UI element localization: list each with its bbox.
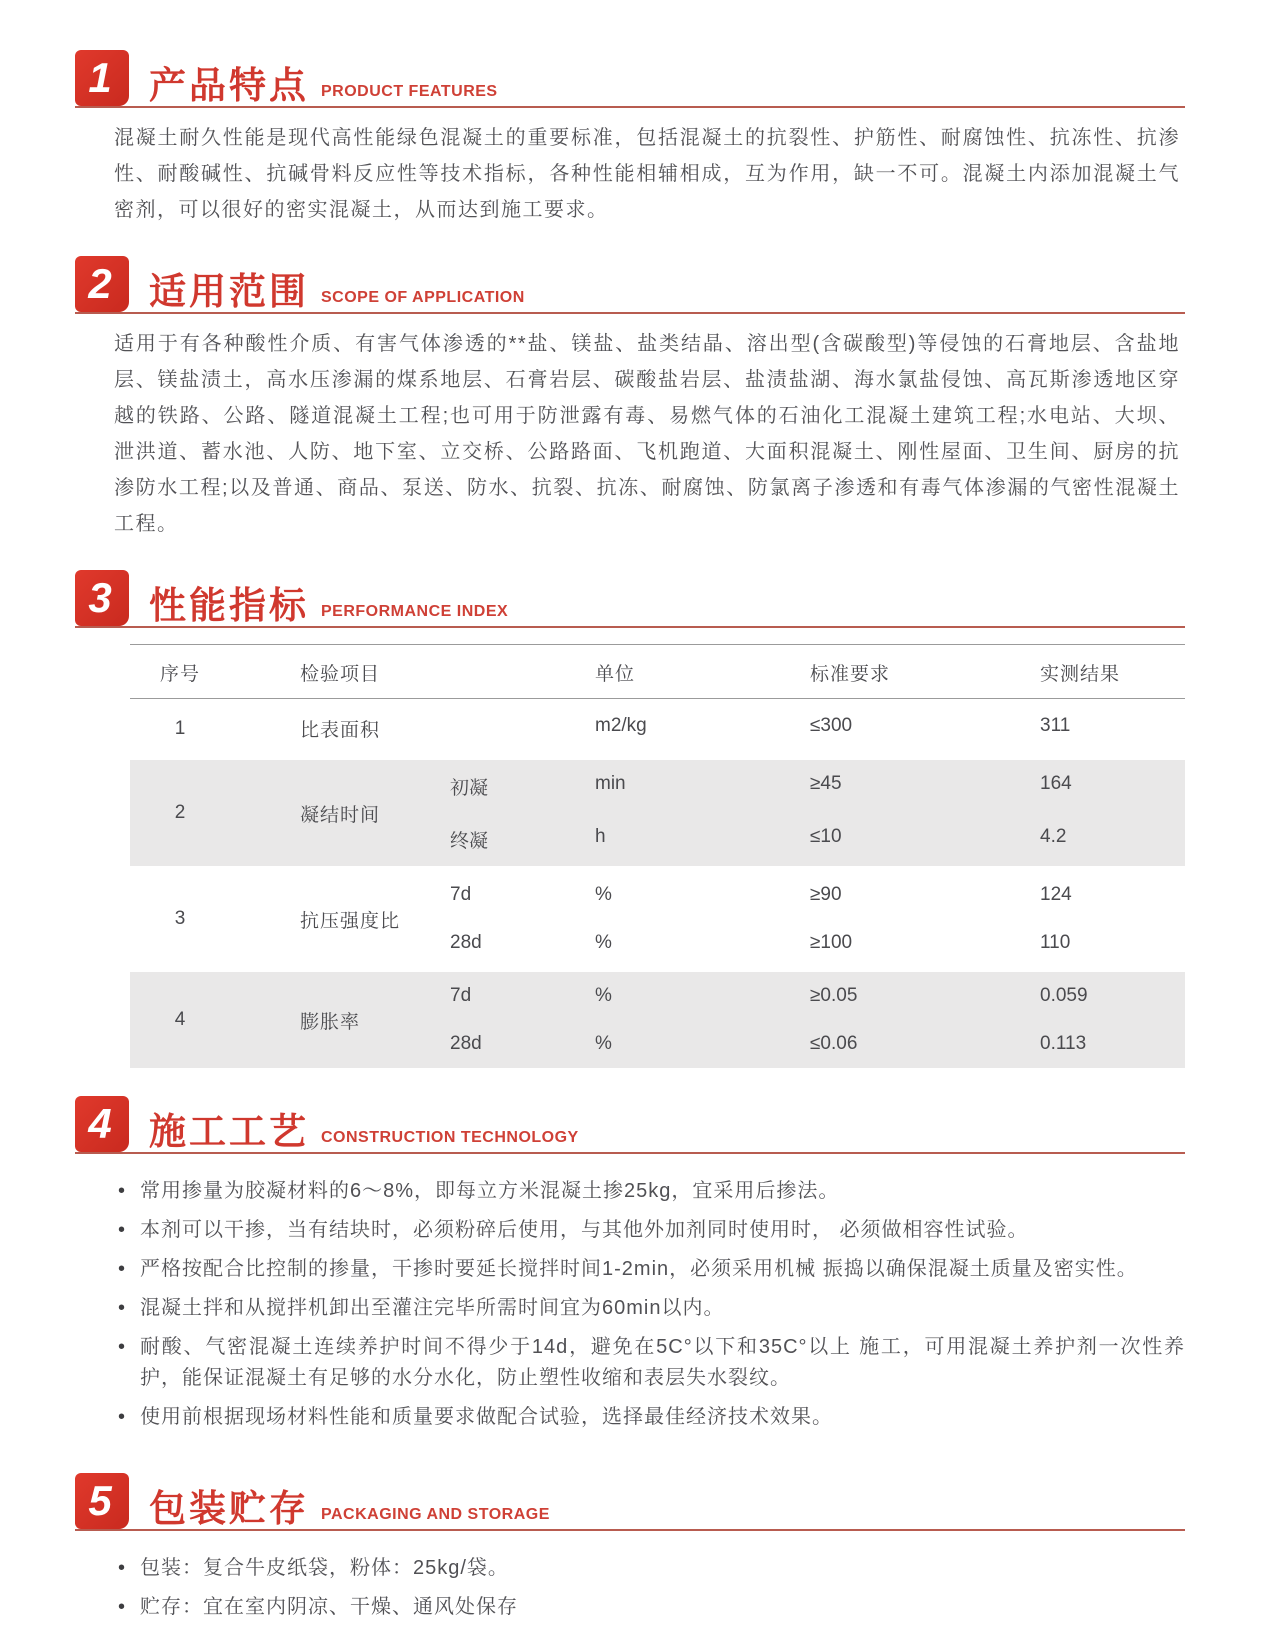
- section-5-title-zh: 包装贮存: [149, 1488, 309, 1529]
- section-5-title-en: PACKAGING AND STORAGE: [321, 1506, 550, 1523]
- section-1-paragraph: 混凝土耐久性能是现代高性能绿色混凝土的重要标准，包括混凝土的抗裂性、护筋性、耐腐蚀性、抗冻性、抗渗性、耐酸碱性、抗碱骨料反应性等技术指标，各种性能相辅相成，互为作用，缺一不可。混凝土内添加混凝土气密剂，可以很好的密实混凝土，从而达到施工要求。: [114, 127, 1180, 221]
- section-scope-of-application: [0, 256, 1280, 542]
- section-2-paragraph: 适用于有各种酸性介质、有害气体渗透的**盐、镁盐、盐类结晶、溶出型(含碳酸型)等侵蚀的石膏地层、含盐地层、镁盐渍土，高水压渗漏的煤系地层、石膏岩层、碳酸盐岩层、盐渍盐湖、海水氯盐侵蚀、高瓦斯渗透地区穿越的铁路、公路、隧道混凝土工程;也可用于防泄露有毒、易燃气体的石油化工混凝土建筑工程;水电站、大坝、泄洪道、蓄水池、人防、地下室、立交桥、公路路面、飞机跑道、大面积混凝土、刚性屋面、卫生间、厨房的抗渗防水工程;以及普通、商品、泵送、防水、抗裂、抗冻、耐腐蚀、防氯离子渗透和有毒气体渗漏的气密性混凝土工程。: [114, 333, 1180, 535]
- section-5-header: [75, 1473, 1185, 1531]
- bullet-icon: •: [118, 1557, 127, 1579]
- cell-sub: 28d: [450, 1033, 482, 1054]
- section-1-title-en: PRODUCT FEATURES: [321, 83, 498, 100]
- table-row: [130, 760, 1185, 866]
- cell-unit: h: [595, 826, 606, 847]
- bullet-text: 包装：复合牛皮纸袋，粉体：25kg/袋。: [140, 1557, 509, 1579]
- section-product-features: [0, 50, 1280, 228]
- cell-result: 164: [1040, 773, 1072, 794]
- section-4-number-badge: 4: [75, 1096, 129, 1152]
- sub-row: [420, 972, 1185, 1020]
- bullet-icon: •: [118, 1258, 127, 1280]
- col-header-standard: 标准要求: [810, 664, 891, 685]
- section-2-title-zh: 适用范围: [149, 271, 309, 312]
- bullet-icon: •: [118, 1406, 127, 1428]
- table-row: [130, 702, 1185, 755]
- section-3-header: [75, 570, 1185, 628]
- bullet-text: 使用前根据现场材料性能和质量要求做配合试验，选择最佳经济技术效果。: [140, 1406, 833, 1428]
- bullet-text: 混凝土拌和从搅拌机卸出至灌注完毕所需时间宜为60min以内。: [140, 1297, 725, 1319]
- col-header-unit: 单位: [595, 664, 636, 685]
- bullet-icon: •: [118, 1336, 127, 1358]
- cell-result: 4.2: [1040, 826, 1067, 847]
- sub-row: [420, 760, 1185, 813]
- cell-standard: ≤0.06: [810, 1033, 858, 1054]
- packaging-bullet-list: [118, 1549, 1185, 1627]
- cell-seq: 1: [174, 717, 186, 739]
- cell-sub: [420, 715, 570, 742]
- cell-sub: 7d: [450, 985, 472, 1006]
- cell-standard: ≥90: [810, 884, 842, 905]
- section-3-title-zh: 性能指标: [149, 585, 309, 626]
- cell-sub: 7d: [450, 884, 472, 905]
- col-header-result: 实测结果: [1040, 664, 1121, 685]
- cell-seq: 3: [174, 908, 186, 929]
- section-5-number-badge: 5: [75, 1473, 129, 1529]
- list-item: [118, 1250, 1185, 1289]
- cell-item: 抗压强度比: [300, 910, 401, 932]
- sub-row: [420, 813, 1185, 866]
- bullet-icon: •: [118, 1219, 127, 1241]
- cell-item: 膨胀率: [300, 1011, 361, 1033]
- cell-item: 凝结时间: [300, 804, 381, 826]
- list-item: [118, 1211, 1185, 1250]
- sub-row: [420, 919, 1185, 967]
- bullet-text: 贮存：宜在室内阴凉、干燥、通风处保存: [140, 1596, 518, 1618]
- bullet-icon: •: [118, 1596, 127, 1618]
- section-1-header: [75, 50, 1185, 108]
- sub-row: [420, 871, 1185, 919]
- section-1-title-zh: 产品特点: [149, 65, 309, 106]
- section-4-header: [75, 1096, 1185, 1154]
- cell-unit: m2/kg: [595, 715, 647, 736]
- sub-rows: [420, 972, 1185, 1068]
- cell-unit: %: [595, 932, 612, 953]
- cell-unit: %: [595, 884, 612, 905]
- list-item: [118, 1172, 1185, 1211]
- cell-sub: 终凝: [450, 831, 489, 852]
- performance-table-header-row: [130, 644, 1185, 699]
- bullet-text: 常用掺量为胶凝材料的6～8%，即每立方米混凝土掺25kg，宜采用后掺法。: [140, 1180, 840, 1202]
- table-row: [130, 972, 1185, 1068]
- cell-result: 311: [1040, 715, 1071, 736]
- section-packaging-and-storage: [0, 1473, 1280, 1627]
- section-performance-index: [0, 570, 1280, 1068]
- section-1-number-badge: 1: [75, 50, 129, 106]
- section-3-number-badge: 3: [75, 570, 129, 626]
- sub-rows: [420, 871, 1185, 967]
- bullet-text: 严格按配合比控制的掺量，干掺时要延长搅拌时间1-2min，必须采用机械 振捣以确保混凝土质量及密实性。: [140, 1258, 1138, 1280]
- cell-result: 0.059: [1040, 985, 1088, 1006]
- list-item: [118, 1289, 1185, 1328]
- cell-sub: 28d: [450, 932, 482, 953]
- cell-result: 0.113: [1040, 1033, 1087, 1054]
- cell-seq: 2: [174, 802, 186, 823]
- col-header-item: 检验项目: [300, 664, 381, 685]
- construction-bullet-list: [118, 1172, 1185, 1437]
- cell-standard: ≤10: [810, 826, 842, 847]
- section-2-number-badge: 2: [75, 256, 129, 312]
- list-item: [118, 1398, 1185, 1437]
- sub-row: [420, 1020, 1185, 1068]
- cell-unit: min: [595, 773, 626, 794]
- cell-standard: ≥45: [810, 773, 842, 794]
- cell-standard: ≥100: [810, 932, 853, 953]
- cell-sub: 初凝: [450, 778, 489, 799]
- cell-result: 124: [1040, 884, 1072, 905]
- section-3-title-en: PERFORMANCE INDEX: [321, 603, 509, 620]
- section-construction-technology: [0, 1096, 1280, 1437]
- bullet-text: 耐酸、气密混凝土连续养护时间不得少于14d，避免在5C°以下和35C°以上 施工，可用混凝土养护剂一次性养护，能保证混凝土有足够的水分水化，防止塑性收缩和表层失水裂纹。: [140, 1336, 1185, 1389]
- performance-table: [130, 644, 1185, 1068]
- list-item: [118, 1328, 1185, 1398]
- cell-item: 比表面积: [300, 720, 381, 741]
- cell-result: 110: [1040, 932, 1071, 953]
- bullet-text: 本剂可以干掺，当有结块时，必须粉碎后使用，与其他外加剂同时使用时， 必须做相容性试验。: [140, 1219, 1029, 1241]
- cell-unit: %: [595, 1033, 612, 1054]
- section-2-title-en: SCOPE OF APPLICATION: [321, 289, 525, 306]
- section-4-title-zh: 施工工艺: [149, 1111, 309, 1152]
- section-2-header: [75, 256, 1185, 314]
- list-item: [118, 1549, 1185, 1588]
- table-row: [130, 871, 1185, 967]
- sub-rows: [420, 760, 1185, 866]
- list-item: [118, 1588, 1185, 1627]
- col-header-seq: 序号: [159, 664, 200, 685]
- cell-unit: %: [595, 985, 612, 1006]
- cell-standard: ≤300: [810, 715, 853, 736]
- cell-seq: 4: [174, 1009, 186, 1030]
- bullet-icon: •: [118, 1180, 127, 1202]
- section-4-title-en: CONSTRUCTION TECHNOLOGY: [321, 1129, 579, 1146]
- cell-standard: ≥0.05: [810, 985, 858, 1006]
- bullet-icon: •: [118, 1297, 127, 1319]
